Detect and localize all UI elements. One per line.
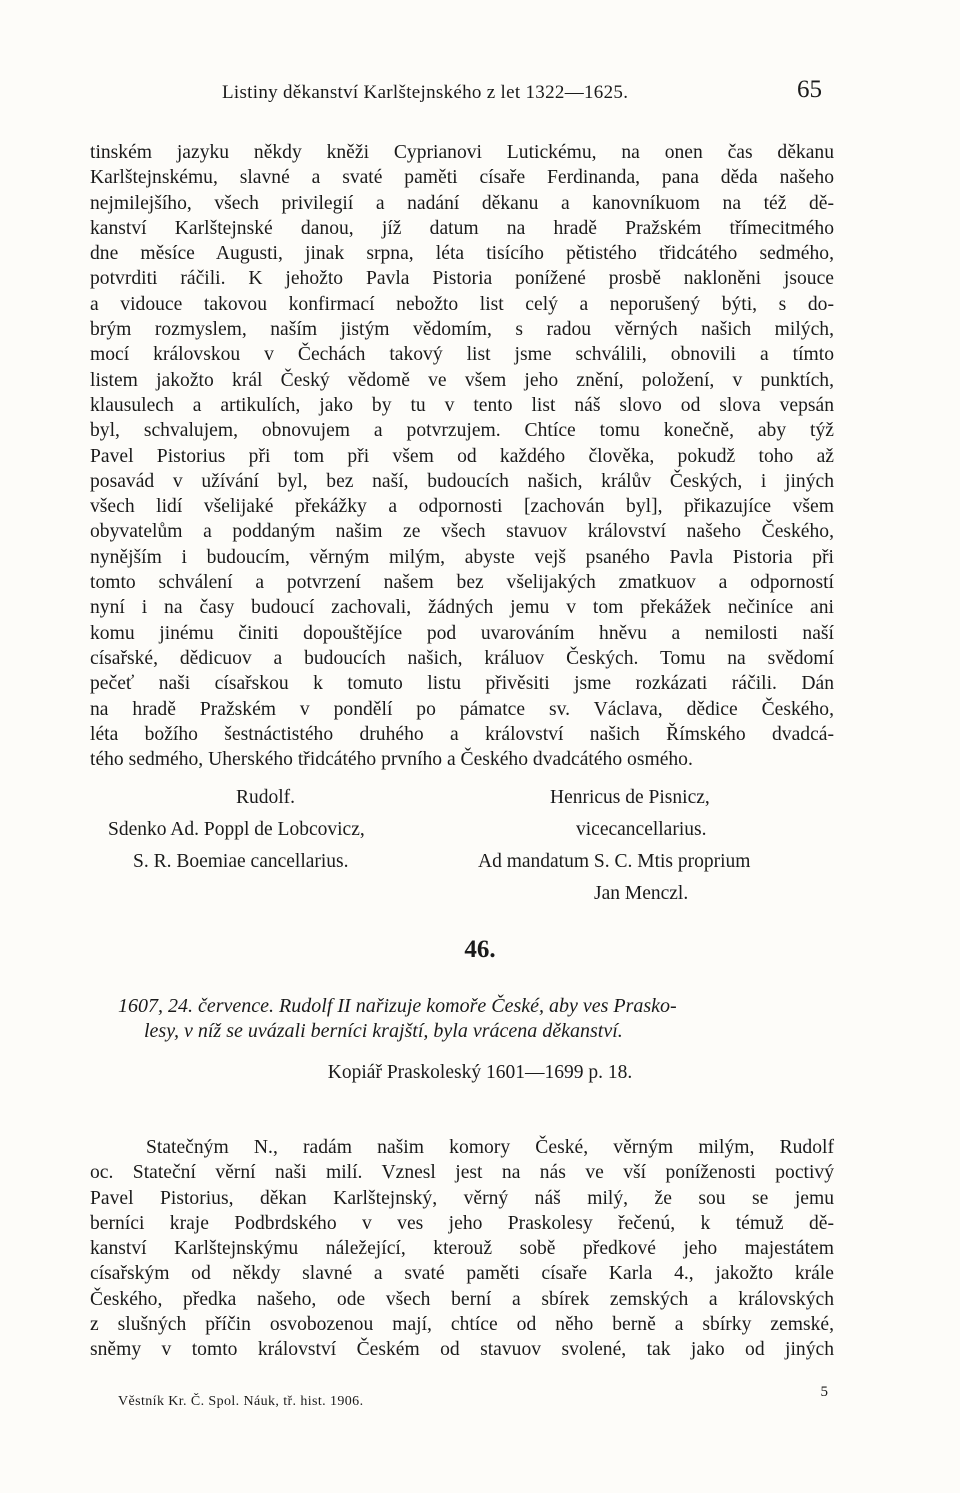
text-line: císařským od někdy slavné a svaté paměti císaře Karla 4., jakožto krále — [90, 1263, 834, 1285]
text-line: brým rozmyslem, naším jistým vědomím, s radou věrných našich milých, — [90, 319, 834, 341]
text-line: nyní i na časy budoucí zachovali, žádných jemu v tom překážek nečiníce ani — [90, 597, 834, 619]
text-line: Českého, předka našeho, ode všech berní a sbírek zemských a královských — [90, 1288, 834, 1310]
text-line: všech lidí všelijaké překážky a odpornosti [zachován byl], přikazujíce všem — [90, 496, 834, 518]
text-line: posavád v užívání byl, bez naší, budoucích našich, králův Českých, i jiných — [90, 470, 834, 492]
text-line: tomto schválení a potvrzení našem bez všelijakých zmatkuov a odporností — [90, 572, 834, 594]
signature-line: Sdenko Ad. Poppl de Lobcovicz, — [108, 819, 365, 840]
text-line: císařské, dědicuov a budoucích našich, králuov Českých. Tomu na svědomí — [90, 647, 834, 669]
main-text — [90, 140, 834, 772]
signature-line: Jan Menczl. — [594, 883, 689, 904]
page-number: 65 — [797, 76, 822, 103]
regest-line: lesy, v níž se uvázali berníci krajští, byla vrácena děkanství. — [144, 1020, 623, 1042]
text-line: sněmy v tomto království Českém od stavuov svolené, tak jako od jiných — [90, 1339, 834, 1361]
signature-line: Henricus de Pisnicz, — [550, 787, 710, 808]
text-line: dne měsíce Augusti, jinak srpna, léta tisícího pětistého třidcátého sedmého, — [90, 243, 834, 265]
footer-sheet-number: 5 — [820, 1384, 828, 1400]
document-number: 46. — [464, 936, 496, 963]
signature-line: Ad mandatum S. C. Mtis proprium — [478, 851, 751, 872]
second-text — [90, 1135, 834, 1363]
signatures-left — [90, 782, 450, 878]
text-line: Statečným N., radám našim komory České, věrným milým, Rudolf — [146, 1137, 834, 1158]
text-line: tého sedmého, Uherského třidcátého prvního a Českého dvadcátého osmého. — [90, 749, 693, 771]
text-line: obyvatelům a poddaným našim ze všech stavuov království našeho Českého, — [90, 521, 834, 543]
regest-line: 1607, 24. července. Rudolf II nařizuje komoře České, aby ves Prasko- — [118, 995, 677, 1017]
text-line: a vidouce takovou konfirmací nebožto list celý a neporušený býti, s do- — [90, 293, 834, 315]
text-line: komu jinému činiti dopouštějíce pod uvarováním hněvu a nemilosti naší — [90, 622, 834, 644]
text-line: berníci kraje Podbrdského v ves jeho Praskolesy řečenú, k témuž dě- — [90, 1212, 834, 1234]
signature-line: S. R. Boemiae cancellarius. — [133, 851, 349, 872]
text-line: byl, schvalujem, obnovujem a potvrzujem. Chtíce tomu konečně, aby týž — [90, 420, 834, 442]
signature-line: vicecancellarius. — [576, 819, 707, 840]
text-line: mocí královskou v Čechách takový list jsme schválili, obnovili a tímto — [90, 344, 834, 366]
signature-line: Rudolf. — [236, 787, 296, 808]
running-head — [222, 76, 822, 112]
text-line: pečeť naši císařskou k tomuto listu přivěsiti jsme rozkázati ráčili. Dán — [90, 673, 834, 695]
text-line: Karlštejnskému, slavné a svaté paměti císaře Ferdinanda, pana děda našeho — [90, 167, 834, 189]
text-line: z slušných příčin osvobozenou mají, chtíce od něho berně a sbírky zemské, — [90, 1314, 834, 1336]
regest — [118, 994, 834, 1044]
text-line: léta božího šestnáctistého druhého a království našich Římského dvadcá- — [90, 723, 834, 745]
text-line: oc. Stateční věrní naši milí. Vznesl jest na nás ve vší poníženosti poctivý — [90, 1162, 834, 1184]
text-line: na hradě Pražském v pondělí po pámatce sv. Václava, dědice Českého, — [90, 698, 834, 720]
text-line: listem jakožto král Český vědomě ve všem jeho znění, položení, v punktích, — [90, 369, 834, 391]
text-line: kanství Karlštejnskýmu náležející, kterouž sobě předkové jeho majestátem — [90, 1238, 834, 1260]
text-line: nejmilejšího, všech privilegií a nadání děkanu a kanovníkuom na též dě- — [90, 192, 834, 214]
text-line: nynějším i budoucím, věrným milým, abyste vejš psaného Pavla Pistoria při — [90, 546, 834, 568]
text-line: potvrditi ráčili. K jehožto Pavla Pistoria ponížené prosbě nakloněni jsouce — [90, 268, 834, 290]
text-line: klausulech a artikulích, jako by tu v tento list náš slovo od slova vepsán — [90, 394, 834, 416]
text-line: Pavel Pistorius, děkan Karlštejnský, věrný náš milý, že sou se jemu — [90, 1187, 834, 1209]
text-line: tinském jazyku někdy kněži Cyprianovi Lutickému, na onen čas děkanu — [90, 142, 834, 163]
signatures-right — [470, 782, 830, 910]
footer-journal: Věstník Kr. Č. Spol. Náuk, tř. hist. 1906. — [118, 1394, 364, 1409]
text-line: kanství Karlštejnské danou, jíž datum na hradě Pražském třímecitmého — [90, 217, 834, 239]
source-citation: Kopiář Praskoleský 1601—1699 p. 18. — [327, 1062, 633, 1083]
text-line: Pavel Pistorius při tom při všem od každého člověka, pokudž toho až — [90, 445, 834, 467]
running-title: Listiny děkanství Karlštejnského z let 1322—1625. — [222, 82, 629, 103]
footer — [118, 1384, 828, 1418]
